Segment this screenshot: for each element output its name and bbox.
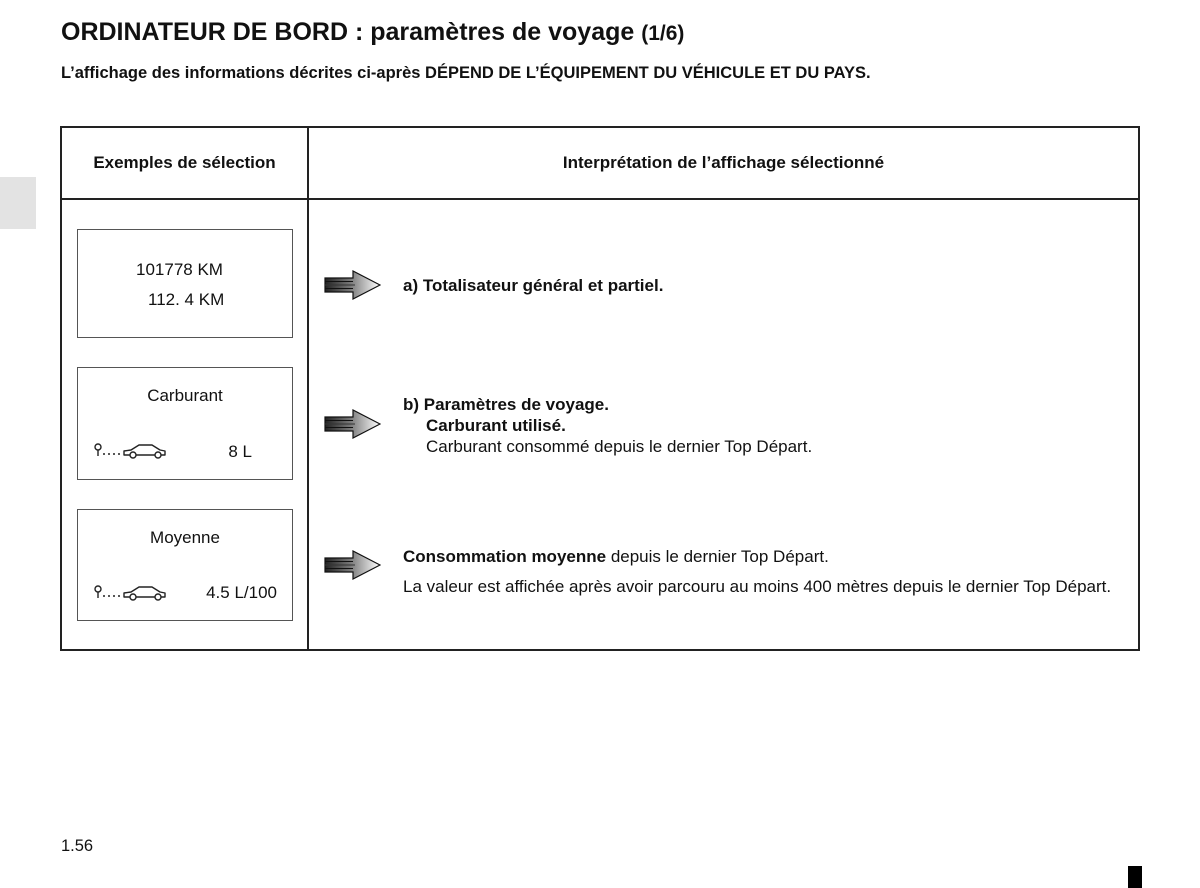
trip-start-to-car-icon: [94, 441, 170, 461]
average-consumption-label: Moyenne: [150, 528, 220, 547]
double-arrow-icon: [323, 409, 381, 439]
average-consumption-value: 4.5 L/100: [206, 583, 277, 602]
fuel-used-label: Carburant: [147, 386, 223, 405]
description-fuel-used-subtitle: Carburant utilisé.: [426, 416, 566, 435]
column-header-interpretation: Interprétation de l’affichage sélectionné: [562, 153, 885, 172]
description-average-consumption-bold: Consommation moyenne: [403, 547, 607, 566]
fuel-used-value: 8 L: [228, 442, 252, 461]
description-item-a: a) Totalisateur général et partiel.: [403, 276, 664, 295]
odometer-partial-value: 112. 4 KM: [148, 290, 225, 309]
page-title-part-indicator: (1/6): [641, 22, 685, 45]
page-title: [61, 18, 684, 47]
description-item-b: b) Paramètres de voyage.: [403, 395, 609, 414]
trip-parameters-table: [60, 126, 1140, 651]
description-average-consumption-rest: depuis le dernier Top Départ.: [606, 547, 829, 566]
display-example-fuel-used: [77, 367, 293, 480]
description-fuel-used-text: Carburant consommé depuis le dernier Top Départ.: [426, 437, 813, 456]
page-number: 1.56: [61, 837, 94, 855]
column-header-examples: Exemples de sélection: [93, 153, 276, 172]
description-average-consumption-note: La valeur est affichée après avoir parcouru au moins 400 mètres depuis le dernier Top Départ.: [403, 577, 1112, 596]
page-subtitle: L’affichage des informations décrites ci-après DÉPEND DE L’ÉQUIPEMENT DU VÉHICULE ET DU PAYS.: [61, 64, 871, 82]
display-example-average-consumption: [77, 509, 293, 621]
double-arrow-icon: [323, 270, 381, 300]
page-title-text: ORDINATEUR DE BORD : paramètres de voyage: [61, 18, 635, 46]
header-divider: [62, 198, 1138, 200]
double-arrow-icon: [323, 550, 381, 580]
page-corner-mark: [1128, 866, 1142, 888]
description-fuel-used: [403, 394, 1134, 457]
odometer-total-value: 101778 KM: [136, 260, 223, 279]
column-divider: [307, 128, 309, 649]
trip-start-to-car-icon: [94, 583, 170, 603]
section-tab-marker: [0, 177, 36, 229]
description-average-consumption-line: [403, 546, 1134, 567]
description-odometer: [403, 275, 1134, 296]
display-example-odometer: [77, 229, 293, 338]
description-average-consumption: [403, 546, 1134, 597]
